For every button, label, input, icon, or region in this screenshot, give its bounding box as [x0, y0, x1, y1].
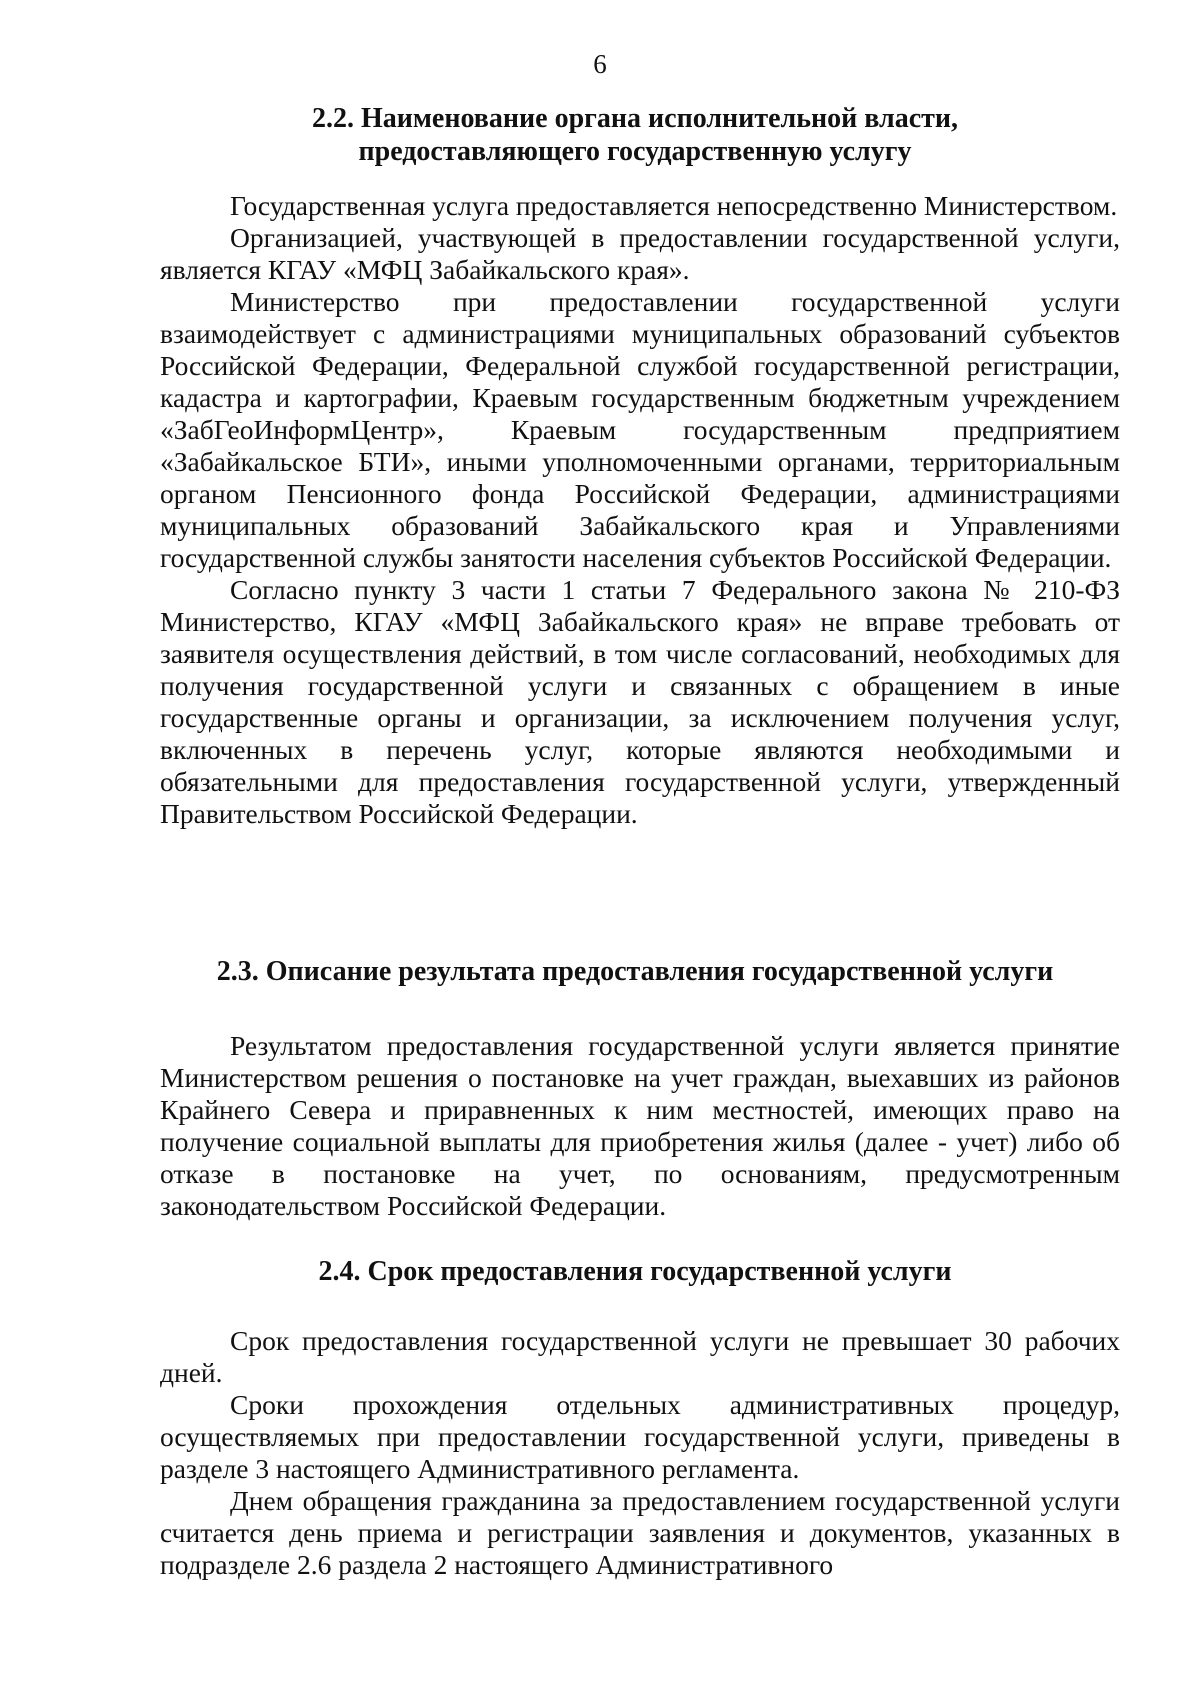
paragraph: Организацией, участвующей в предоставлении государственной услуги, является КГАУ «МФЦ Забайкальского края». [160, 222, 1120, 285]
paragraph: Днем обращения гражданина за предоставлением государственной услуги считается день приема и регистрации заявления и документов, указанных в подразделе 2.6 раздела 2 настоящего Административного [160, 1485, 1120, 1580]
section-2-3-body [160, 1030, 1120, 1222]
section-2-2-heading [150, 102, 1120, 168]
page-number: 6 [593, 49, 607, 79]
section-2-2-body [160, 190, 1120, 830]
section-2-3-heading: 2.3. Описание результата предоставления государственной услуги [216, 956, 1054, 987]
paragraph: Срок предоставления государственной услуги не превышает 30 рабочих дней. [160, 1325, 1120, 1388]
section-2-2-heading-line2: предоставляющего государственную услугу [358, 136, 912, 167]
paragraph: Согласно пункту 3 части 1 статьи 7 Федерального закона № 210-ФЗ Министерство, КГАУ «МФЦ Забайкальского края» не вправе требовать от заявителя осуществления действий, в том числе согласований, необходимых для получения государственной услуги и связанных с обращением в иные государственные органы и организации, за исключением получения услуг, включенных в перечень услуг, которые являются необходимыми и обязательными для предоставления государственной услуги, утвержденный Правительством Российской Федерации. [160, 574, 1120, 829]
paragraph: Министерство при предоставлении государственной услуги взаимодействует с администрациями муниципальных образований субъектов Российской Федерации, Федеральной службой государственной регистрации, кадастра и картографии, Краевым государственным бюджетным учреждением «ЗабГеоИнформЦентр», Краевым государственным предприятием «Забайкальское БТИ», иными уполномоченными органами, территориальным органом Пенсионного фонда Российской Федерации, администрациями муниципальных образований Забайкальского края и Управлениями государственной службы занятости населения субъектов Российской Федерации. [160, 286, 1120, 573]
section-2-4-body [160, 1325, 1120, 1581]
section-2-4-heading: 2.4. Срок предоставления государственной услуги [318, 1256, 952, 1287]
paragraph: Результатом предоставления государственной услуги является принятие Министерством решения о постановке на учет граждан, выехавших из районов Крайнего Севера и приравненных к ним местностей, имеющих право на получение социальной выплаты для приобретения жилья (далее - учет) либо об отказе в постановке на учет, по основаниям, предусмотренным законодательством Российской Федерации. [160, 1030, 1120, 1221]
section-2-2-heading-line1: 2.2. Наименование органа исполнительной власти, [311, 103, 959, 134]
paragraph: Государственная услуга предоставляется непосредственно Министерством. [230, 190, 1118, 221]
paragraph: Сроки прохождения отдельных административных процедур, осуществляемых при предоставлении государственной услуги, приведены в разделе 3 настоящего Административного регламента. [160, 1389, 1120, 1484]
